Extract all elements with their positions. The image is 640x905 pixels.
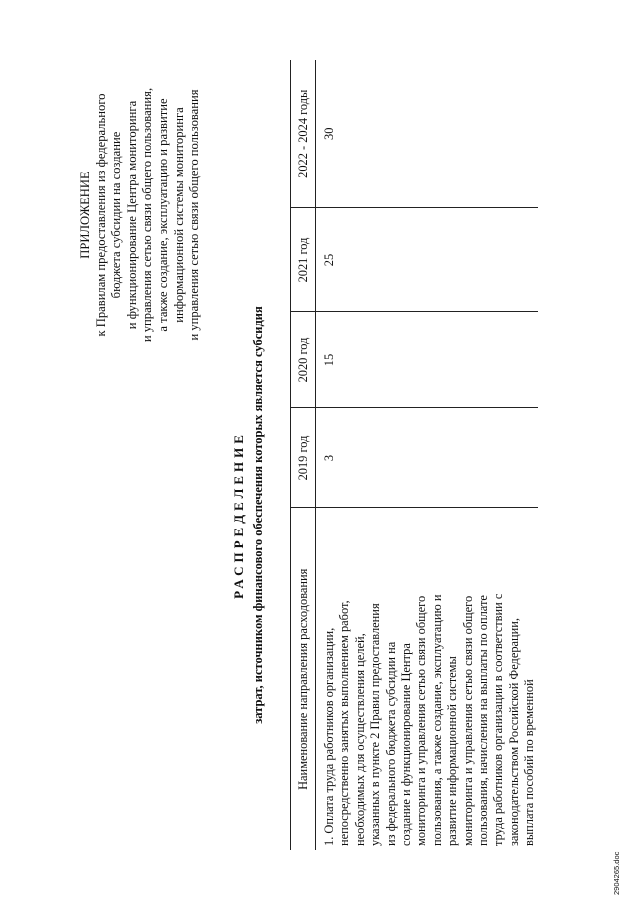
description-line: указанных в пункте 2 Правил предоставления bbox=[368, 603, 383, 846]
value-2020: 15 bbox=[316, 312, 538, 408]
header-cell-2022-2024: 2022 - 2024 годы bbox=[291, 60, 316, 208]
annex-line: и управления сетью связи общего пользования, bbox=[140, 87, 155, 343]
header-cell-name: Наименование направления расходования bbox=[291, 508, 316, 850]
table-header-row bbox=[291, 60, 316, 850]
distribution-table bbox=[290, 60, 538, 850]
header-cell-2021: 2021 год bbox=[291, 208, 316, 312]
value-2019: 3 bbox=[316, 408, 538, 508]
annex-line: к Правилам предоставления из федерального bbox=[93, 93, 108, 337]
row-description bbox=[316, 508, 538, 850]
description-line: 1. Оплата труда работников организации, bbox=[322, 627, 336, 846]
annex-line: и управления сетью связи общего пользования bbox=[187, 89, 202, 341]
value-2022-2024: 30 bbox=[316, 60, 538, 208]
description-line: развитие информационной системы bbox=[445, 656, 460, 846]
annex-heading: ПРИЛОЖЕНИЕ bbox=[78, 171, 92, 259]
annex-line: информационной системы мониторинга bbox=[171, 107, 186, 323]
annex-line: а также создание, эксплуатацию и развитие bbox=[155, 98, 170, 332]
document-subtitle: затрат, источником финансового обеспечения которых является субсидия bbox=[251, 306, 265, 724]
annex-block bbox=[78, 15, 203, 415]
document-id: 2904265.doc bbox=[612, 851, 621, 895]
description-line: пользования, начисления на выплаты по оплате bbox=[476, 595, 491, 846]
annex-line: и функционирование Центра мониторинга bbox=[124, 100, 139, 330]
document-title: РАСПРЕДЕЛЕНИЕ bbox=[231, 431, 246, 599]
description-line: необходимых для осуществления целей, bbox=[352, 633, 367, 846]
description-line: непосредственно занятых выполнением работ, bbox=[337, 600, 352, 846]
header-cell-2020: 2020 год bbox=[291, 312, 316, 408]
description-line: труда работников организации в соответствии с bbox=[491, 593, 506, 846]
value-2021: 25 bbox=[316, 208, 538, 312]
header-cell-2019: 2019 год bbox=[291, 408, 316, 508]
annex-line: бюджета субсидии на создание bbox=[109, 131, 124, 299]
description-line: из федерального бюджета субсидии на bbox=[383, 641, 398, 846]
description-line: создание и функционирование Центра bbox=[399, 643, 414, 846]
description-line: мониторинга и управления сетью связи общего bbox=[414, 595, 429, 846]
description-line: выплата пособий по временной bbox=[522, 679, 537, 846]
description-line: мониторинга и управления сетью связи общего bbox=[460, 595, 475, 846]
table-row bbox=[316, 60, 538, 850]
description-line: пользования, а также создание, эксплуатацию и bbox=[429, 594, 444, 846]
description-line: законодательством Российской Федерации, bbox=[506, 617, 521, 846]
